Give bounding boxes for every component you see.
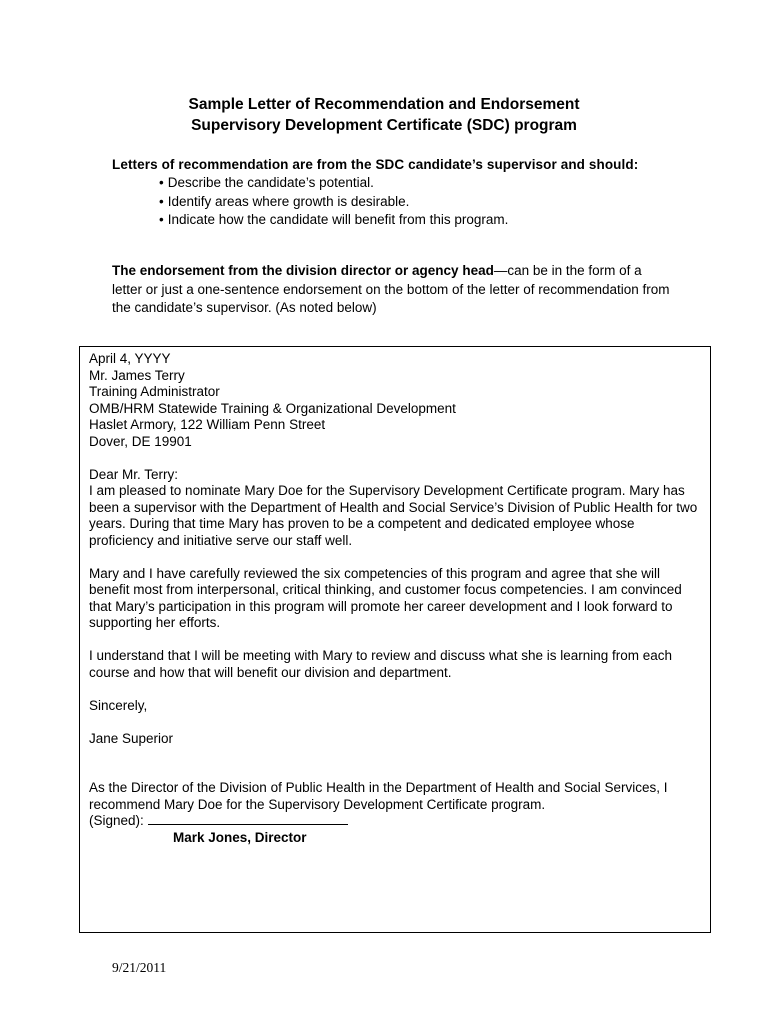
signed-label: (Signed):: [89, 813, 148, 828]
sample-letter-box: [79, 346, 711, 933]
recipient-title: Training Administrator: [89, 384, 220, 399]
letter-paragraph-1: I am pleased to nominate Mary Doe for the Supervisory Development Certificate program. Mary has been a supervisor with the Department of Health and Social Service’s Division of Public Health for two years. During that time Mary has proven to be a competent and dedicated employee whose proficiency and initiative serve our staff well.: [89, 483, 698, 548]
letter-date: April 4, YYYY: [89, 351, 171, 366]
bullet-item: • Indicate how the candidate will benefit from this program.: [159, 211, 672, 230]
footer-date: 9/21/2011: [112, 960, 167, 975]
closing: Sincerely,: [89, 697, 148, 713]
bullet-item: • Describe the candidate’s potential.: [159, 174, 672, 193]
recipient-name: Mr. James Terry: [89, 367, 185, 383]
endorsement-instructions-text: —can be in the form of a letter or just a one-sentence endorsement on the bottom of the letter of recommendation from the candidate’s supervisor. (As noted below): [112, 263, 670, 315]
director-endorsement: As the Director of the Division of Public Health in the Department of Health and Social Services, I recommend Mary Doe for the Supervisory Development Certificate program.: [89, 780, 668, 812]
signature-line: [89, 813, 701, 830]
signer-name: Mark Jones, Director: [173, 829, 307, 845]
letter-paragraph-2: Mary and I have carefully reviewed the six competencies of this program and agree that she will benefit most from interpersonal, critical thinking, and customer focus competencies. I am convinced that Mary’s participation in this program will promote her career development and I look forward to supporting her efforts.: [89, 565, 682, 630]
letter-paragraph-3: I understand that I will be meeting with Mary to review and discuss what she is learning from each course and how that will benefit our division and department.: [89, 648, 673, 680]
recipient-org: OMB/HRM Statewide Training & Organizational Development: [89, 400, 456, 416]
document-title-line-2: Supervisory Development Certificate (SDC) program: [191, 117, 577, 134]
sender-name: Jane Superior: [89, 730, 174, 746]
sample-letter: [89, 351, 701, 846]
endorsement-instructions: [112, 262, 672, 318]
recipient-address-line-1: Haslet Armory, 122 William Penn Street: [89, 417, 326, 432]
intro-section: [112, 156, 672, 230]
bullet-list: [159, 174, 672, 230]
intro-heading: Letters of recommendation are from the SDC candidate’s supervisor and should:: [112, 157, 639, 172]
bullet-item: • Identify areas where growth is desirable.: [159, 193, 672, 212]
endorsement-instructions-bold: The endorsement from the division director or agency head: [112, 263, 494, 278]
recipient-address-line-2: Dover, DE 19901: [89, 433, 192, 449]
salutation: Dear Mr. Terry:: [89, 466, 179, 482]
signature-blank: [148, 813, 348, 825]
document-title-line-1: Sample Letter of Recommendation and Endorsement: [188, 96, 580, 113]
